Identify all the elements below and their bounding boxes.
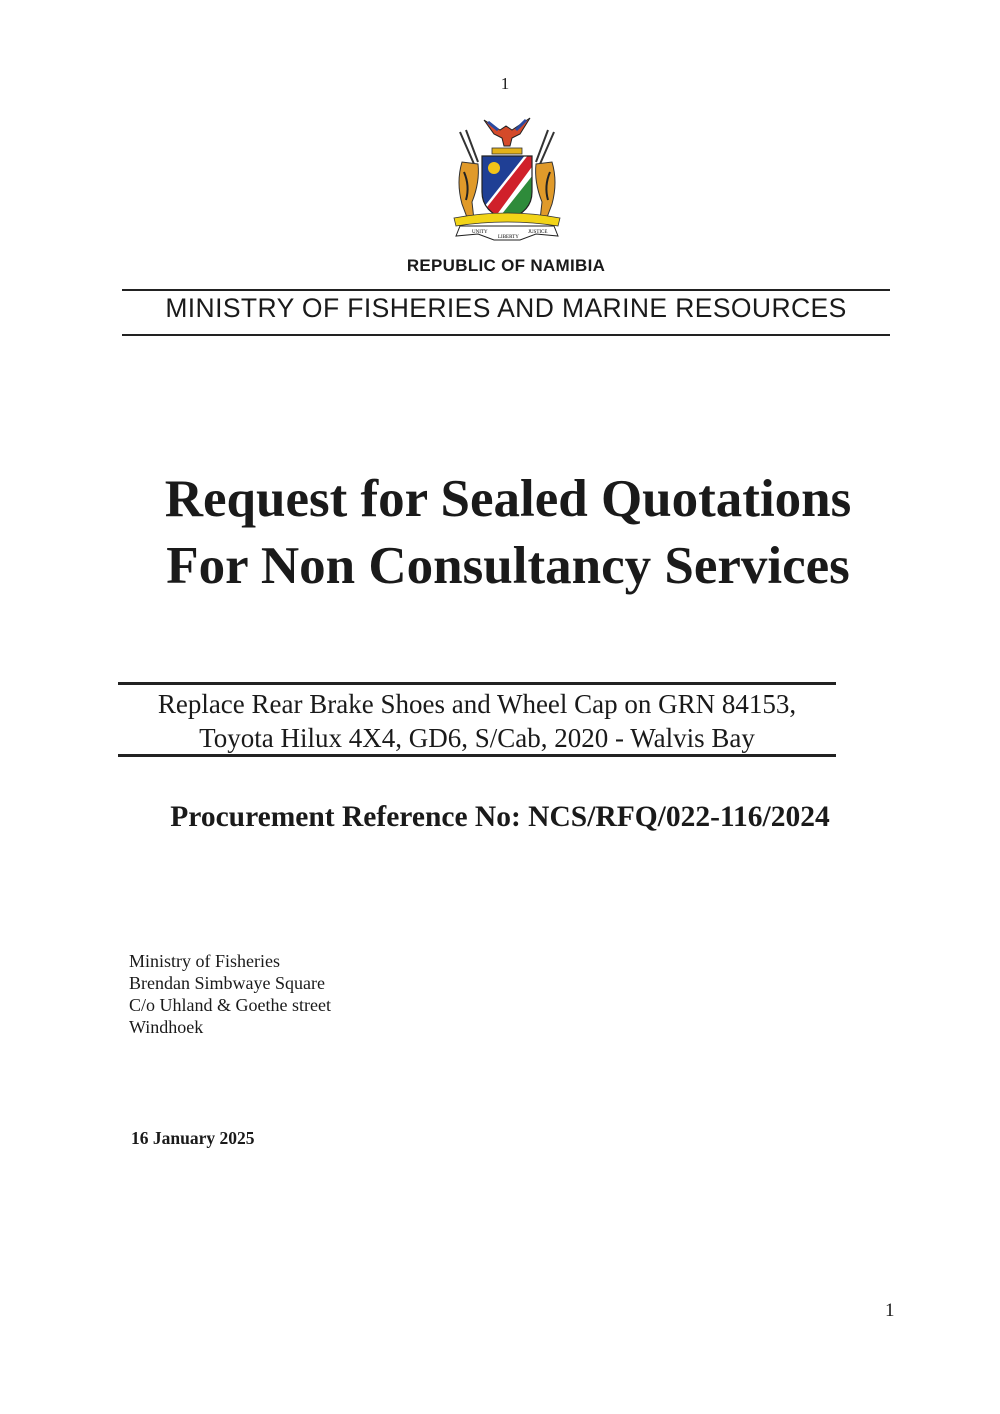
page-number-bottom: 1 <box>885 1300 895 1321</box>
coat-of-arms-icon <box>440 112 575 247</box>
document-title-line-2: For Non Consultancy Services <box>166 537 850 595</box>
procurement-reference: Procurement Reference No: NCS/RFQ/022-116/2024 <box>170 801 830 833</box>
document-title-line-1: Request for Sealed Quotations <box>164 470 852 528</box>
subject-line-2: Toyota Hilux 4X4, GD6, S/Cab, 2020 - Walvis Bay <box>199 723 755 753</box>
address-line: Ministry of Fisheries <box>129 951 280 971</box>
address-line: C/o Uhland & Goethe street <box>129 995 331 1015</box>
motto-unity: UNITY <box>472 230 488 235</box>
subject-top-rule <box>118 682 836 685</box>
ministry-bottom-rule <box>122 334 890 336</box>
ministry-heading: MINISTRY OF FISHERIES AND MARINE RESOURCES <box>165 293 847 323</box>
address-line: Brendan Simbwaye Square <box>129 973 325 993</box>
motto-justice: JUSTICE <box>528 230 548 235</box>
subject-line-1: Replace Rear Brake Shoes and Wheel Cap on GRN 84153, <box>157 689 797 719</box>
document-date: 16 January 2025 <box>131 1128 255 1148</box>
address-line: Windhoek <box>129 1017 204 1037</box>
country-heading: REPUBLIC OF NAMIBIA <box>406 256 606 275</box>
subject-bottom-rule <box>118 754 836 757</box>
page-number-top: 1 <box>500 74 510 93</box>
ministry-top-rule <box>122 289 890 291</box>
address-block <box>129 950 331 1038</box>
motto-liberty: LIBERTY <box>498 235 519 240</box>
